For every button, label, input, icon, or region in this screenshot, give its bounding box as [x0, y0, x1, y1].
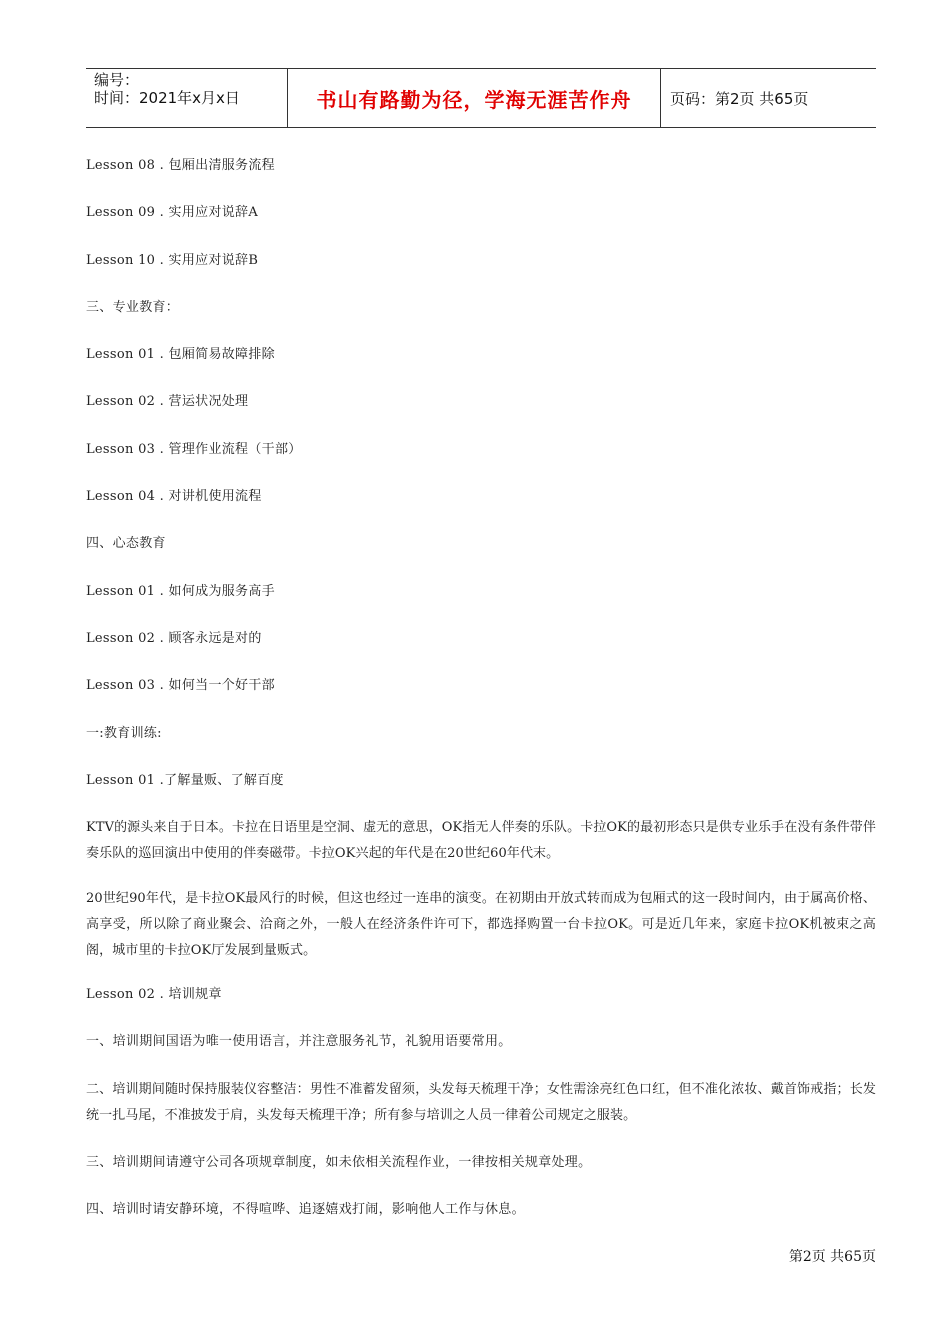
page-footer: 第2页 共65页 [788, 1249, 876, 1265]
lesson-line: Lesson 09 . 实用应对说辞A [86, 205, 259, 221]
lesson-line: Lesson 03 . 管理作业流程（干部） [86, 441, 302, 457]
rule-item: 一、培训期间国语为唯一使用语言，并注意服务礼节，礼貌用语要常用。 [86, 1034, 512, 1050]
document-body [86, 153, 876, 1244]
rule-item: 四、培训时请安静环境，不得喧哗、追逐嬉戏打闹，影响他人工作与休息。 [86, 1202, 525, 1218]
ktv-history-paragraph: 20世纪90年代，是卡拉OK最风行的时候，但这也经过一连串的演变。在初期由开放式转而成为包厢式的这一段时间内，由于属高价格、高享受，所以除了商业聚会、洽商之外，一般人在经济条件许可下，都选择购置一台卡拉OK。可是近几年来，家庭卡拉OK机被束之高阁，城市里的卡拉OK厅发展到量贩式。 [86, 891, 876, 959]
lesson-line: Lesson 10 . 实用应对说辞B [86, 252, 259, 268]
document-time-label: 时间：2021年x月x日 [94, 89, 240, 107]
lesson-line: Lesson 02 . 培训规章 [86, 987, 222, 1003]
lesson-line: Lesson 01 . 如何成为服务高手 [86, 583, 275, 599]
lesson-line: Lesson 02 . 营运状况处理 [86, 394, 249, 410]
lesson-line: Lesson 03 . 如何当一个好干部 [86, 678, 275, 694]
section-heading: 一:教育训练: [86, 725, 162, 741]
section-heading: 四、心态教育 [86, 536, 166, 552]
rule-item: 三、培训期间请遵守公司各项规章制度，如未依相关流程作业，一律按相关规章处理。 [86, 1154, 592, 1170]
lesson-line: Lesson 02 . 顾客永远是对的 [86, 630, 262, 646]
header-left-cell [86, 69, 288, 127]
lesson-line: Lesson 08 . 包厢出清服务流程 [86, 158, 275, 173]
section-heading: 三、专业教育： [86, 299, 180, 315]
page-header [86, 68, 876, 128]
document-number-label: 编号： [94, 71, 140, 89]
header-page-info: 页码：第2页 共65页 [670, 89, 809, 108]
lesson-line: Lesson 04 . 对讲机使用流程 [86, 489, 262, 505]
lesson-line: Lesson 01 .了解量贩、了解百度 [86, 772, 284, 788]
rule-item: 二、培训期间随时保持服装仪容整洁：男性不准蓄发留须，头发每天梳理干净；女性需涂亮红色口红，但不准化浓妆、戴首饰戒指；长发统一扎马尾，不准披发于肩，头发每天梳理干净；所有参与培训之人员一律着公司规定之服装。 [86, 1081, 876, 1123]
lesson-line: Lesson 01 . 包厢简易故障排除 [86, 347, 275, 363]
header-motto: 书山有路勤为径，学海无涯苦作舟 [288, 69, 661, 127]
ktv-origin-paragraph: KTV的源头来自于日本。卡拉在日语里是空洞、虚无的意思，OK指无人伴奏的乐队。卡拉OK的最初形态只是供专业乐手在没有条件带伴奏乐队的巡回演出中使用的伴奏磁带。卡拉OK兴起的年代是在20世纪60年代末。 [86, 820, 876, 862]
